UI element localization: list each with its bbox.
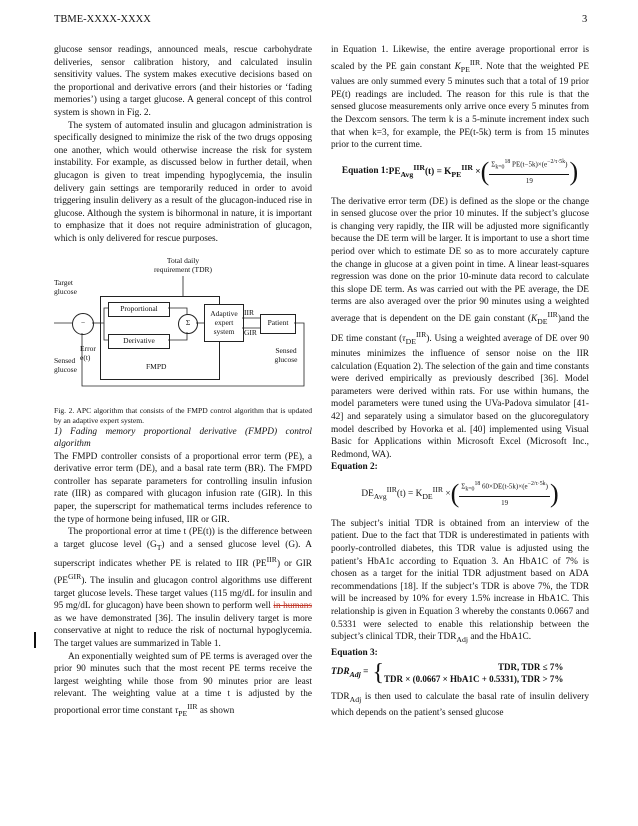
subsection-heading: 1) Fading memory proportional derivative (FMPD) control algorithm [54,426,312,450]
equation-3: $TDR_{Adj}$ = { TDR, TDR ≤ 7% TDR × (0.0667 × HbA1C + 0.5331), TDR > 7% [331,660,564,687]
paragraph: The proportional error at time t (PE(t)) is the difference between a target glucose level $(G_T)$ and a sensed glucose level (G). A superscript indicates whether PE is related to IIR $(PE^{IIR})$ or GIR $(PE^{GIR})$. The insulin and glucagon control algorithms use different target glucose levels. These target values (115 mg/dL for insulin and 95 mg/dL for glucagon) have been shown to perform well in humans as we have demonstrated [36]. The insulin delivery target is more conservative at night to reduce the risk of nocturnal hypoglycemia. The target values are summarized in Table 1. [54,527,313,650]
summing-junction-minus: − [72,313,94,335]
right-column [331,44,589,719]
tdr-label: Total daily requirement (TDR) [153,255,213,274]
iir-label: IIR [244,307,254,317]
error-label: Error e(t) [80,343,96,362]
change-bar [34,632,36,648]
paragraph: An exponentially weighted sum of PE terms is averaged over the prior 90 minutes such that the most recent PE terms receive the largest weighting while those from 90 minutes prior are least relevant. The weighting value at a time t is adjusted by the proportional error time constant $\tau_{PE}^{IIR}$ as shown [54,651,312,718]
figure-caption: Fig. 2. APC algorithm that consists of the FMPD control algorithm that is updated by an adaptive expert system. [54,405,312,425]
left-column [54,44,312,721]
sensed-glucose-left: Sensed glucose [54,355,77,374]
derivative-block: Derivative [108,334,170,349]
tracked-deletion: in humans [273,601,313,612]
paragraph: The subject’s initial TDR is obtained from an interview of the patient. Due to the fact that TDR is underestimated in patients with poorly-controlled diabetes, this TDR value is adjusted using the patient’s HbA1c according to Equation 3. An HbA1C of 7% is chosen as a target for the initial TDR adjustment based on ADA recommendations [18]. If the subject’s TDR is above 7%, the TDR will be increased by 10% for every 1.5% increase in HbA1C. This relationship is given in Equation 3 whereby the constants 0.0667 and 0.5331 were selected to enable this relationship between the subject’s clinical TDR, their $TDR_{Adj}$ and the HbA1C. [331,518,589,645]
equation-1: Equation 1: $PE_{Avg}^{IIR}(t) = K_{PE}^{IIR}$ × ( $\frac{\Sigma_{k=0}^{18} PE(t-5k)\times(e^{-2/\tau\cdot 5k})}{19}$ ) [341,156,579,186]
summing-junction: Σ [178,314,198,334]
equation-2-label: Equation 2: [331,462,378,473]
adaptive-expert-system: Adaptive expert system [204,304,244,342]
paragraph: The derivative error term (DE) is defined as the slope or the change in sensed glucose over the prior 10 minutes. If the subject’s glucose is changing very rapidly, the IIR will be adjusted more significantly because the DE term will be larger. It is important to use a short time period over which to estimate DE so as to more accurately capture the change in glucose at a given point in time. A linear least-squares regression was done on the prior 10-minute data record to calculate this slope DE term. As was carried out with the PE average, the DE terms are also averaged over the prior 90 minutes using a weighted average that is dependent on the DE gain constant $(K_{DE}^{IIR})and$ the DE time constant $(\tau_{DE}^{IIR})$. Using a weighted average of DE over 90 minutes minimizes the influence of sensor noise on the IIR calculation (Equation 2). The selection of the gain and time constants were derived empirically as previously described [36]. Model parameters were derived within rats. For use within humans, the model parameters were tuned using the UVa-Padova simulator [41-42] and separately using a simulator based on the glucoregulatory model described by Hovorka et al. [40] implemented using Visual Basic for Applications within Microsoft Excel (Microsoft Inc., Redmond, WA). [331,196,590,460]
proportional-block: Proportional [108,302,170,317]
paragraph: The FMPD controller consists of a proportional error term (PE), a derivative error term (DE), and a basal rate term (BR). The FMPD controller has separate parameters for controlling insulin infusion rate (IIR) as compared with glucagon infusion rate (GIR). In this paper, the superscript for mathematical terms includes reference to the type of hormone being infused, IIR or GIR. [54,451,312,525]
patient-block: Patient [260,314,296,334]
sensed-glucose-right: Sensed glucose [274,345,298,364]
running-header: TBME-XXXX-XXXX [54,14,151,25]
paragraph: $TDR_{Adj}$ is then used to calculate the basal rate of insulin delivery which depends on the patient’s sensed glucose [331,692,589,718]
target-glucose-label: Target glucose [54,277,77,296]
figure-2 [54,256,312,406]
fmpd-label: FMPD [146,361,167,371]
equation-2: $DE_{Avg}^{IIR}(t) = K_{DE}^{IIR}$ × ( $\frac{\Sigma_{k=0}^{18} 60\times DE(t-5k)\times(e^{-2/\tau\cdot 5k})}{19}$ ) [361,478,559,508]
page-number: 3 [582,14,588,25]
paragraph: in Equation 1. Likewise, the entire average proportional error is scaled by the PE gain constant $K_{PE}^{IIR}$. Note that the weighted PE values are only summed every 5 minutes such that a total of 19 prior PE(t) readings are included. The reason for this rule is that the sensed glucose measurements only arrive once every 5 minutes from the Dexcom sensors. The term k is a 5-minute increment index such that when k=3, for example, the PE(t-5k) term is from 15 minutes prior to the current time. [331,45,589,151]
gir-label: GIR [244,327,257,337]
diagram-connectors [54,256,312,406]
equation-3-label: Equation 3: [331,647,378,658]
paragraph: The system of automated insulin and glucagon administration is specifically designed to minimize the risk of the two drugs opposing one another, which would otherwise increase the risk for system instability. For example, as discussed below in further detail, when glucagon is given to treat impending hypoglycemia, the insulin delivery gain settings are temporarily reduced in order to avoid triggering insulin delivery as a result of the glucagon-induced rise in glucose. Although the system is bihormonal in nature, it is important to emphasize that it does not require administration of glucagon, which is only delivered for rescue purposes. [54,120,312,244]
paragraph: glucose sensor readings, announced meals, rescue carbohydrate deliveries, sensor calibration history, and calculated insulin sensitivity values. The system makes executive decisions based on the proportional and derivative errors (and their histories or ‘fading memories’) using a target glucose. A general concept of this control system is shown in Fig. 2. [54,45,312,118]
